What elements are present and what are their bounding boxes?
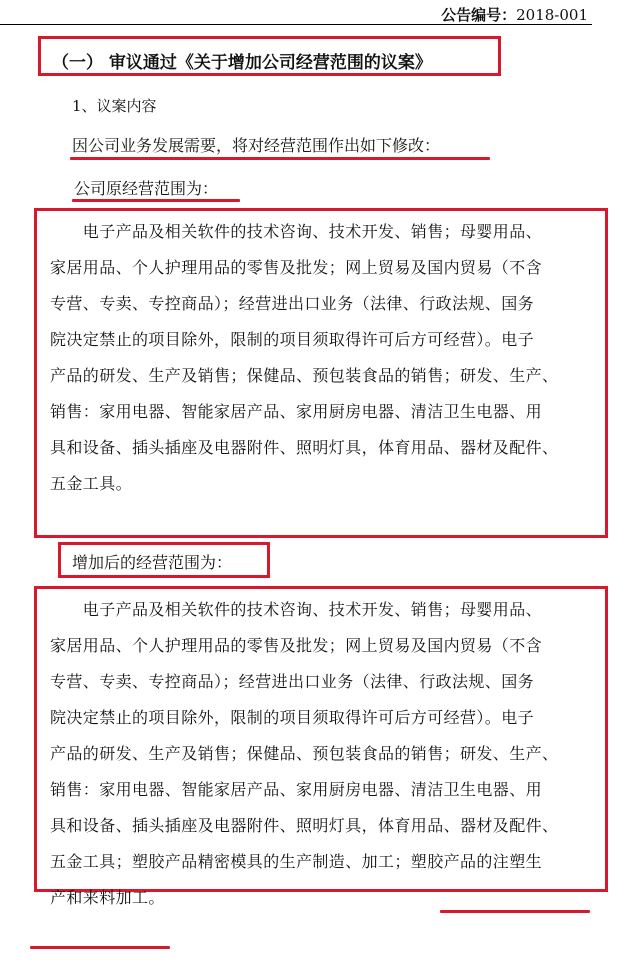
notice-number bbox=[441, 4, 588, 25]
notice-number-label: 公告编号： bbox=[441, 6, 517, 24]
original-label-underline bbox=[72, 199, 240, 202]
original-scope-text: 电子产品及相关软件的技术咨询、技术开发、销售；母婴用品、 家居用品、个人护理用品的零售及批发；网上贸易及国内贸易（不含 专营、专卖、专控商品）；经营进出口业务（法律、行政法规、国务 院决定禁止的项目除外，限制的项目须取得许可后方可经营）。电子 产品的研发、生产及销售；保健品、预包装食品的销售；研发、生产、 销售：家用电器、智能家居产品、家用厨房电器、清洁卫生电器、用 具和设备、插头插座及电器附件、照明灯具，体育用品、器材及配件、 五金工具。 bbox=[50, 222, 559, 493]
intro-line: 因公司业务发展需要，将对经营范围作出如下修改： bbox=[72, 136, 441, 155]
notice-number-value: 2018-001 bbox=[516, 6, 588, 24]
new-text-underline-1 bbox=[440, 910, 590, 913]
new-scope-label: 增加后的经营范围为： bbox=[72, 553, 233, 572]
new-scope-text: 电子产品及相关软件的技术咨询、技术开发、销售；母婴用品、 家居用品、个人护理用品的零售及批发；网上贸易及国内贸易（不含 专营、专卖、专控商品）；经营进出口业务（法律、行政法规、国务 院决定禁止的项目除外，限制的项目须取得许可后方可经营）。电子 产品的研发、生产及销售；保健品、预包装食品的销售；研发、生产、 销售：家用电器、智能家居产品、家用厨房电器、清洁卫生电器、用 具和设备、插头插座及电器附件、照明灯具，体育用品、器材及配件、 五金工具；塑胶产品精密模具的生产制造、加工；塑胶产品的注塑生 产和来料加工。 bbox=[50, 600, 559, 907]
original-scope-label: 公司原经营范围为： bbox=[74, 179, 219, 198]
intro-underline bbox=[70, 157, 490, 160]
header-divider bbox=[0, 24, 592, 25]
new-text-underline-2 bbox=[30, 946, 170, 949]
item-label: 1、议案内容 bbox=[72, 97, 157, 115]
section-title: （一） 审议通过《关于增加公司经营范围的议案》 bbox=[52, 53, 432, 73]
